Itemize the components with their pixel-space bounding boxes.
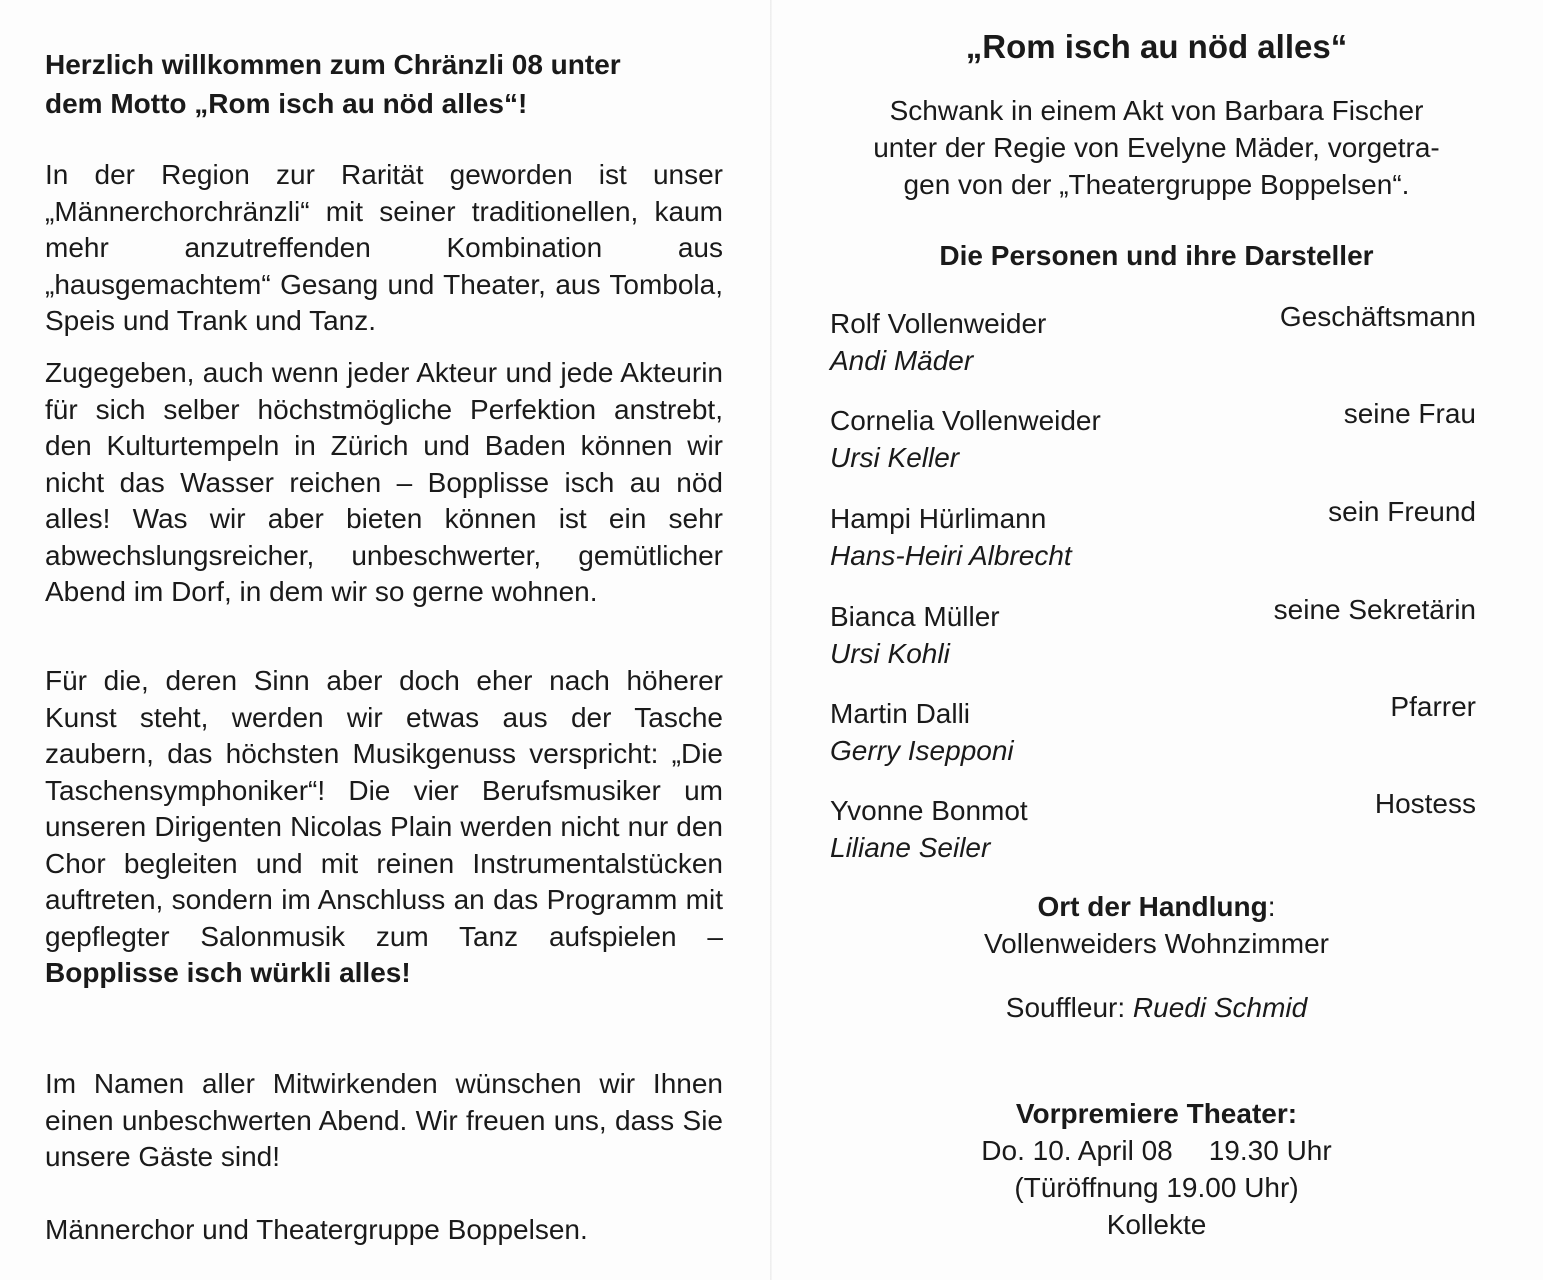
character-name: Cornelia Vollenweider [830, 405, 1101, 436]
character-name: Bianca Müller [830, 601, 1000, 632]
character-role: seine Sekretärin [1273, 594, 1476, 625]
cast-entry [830, 594, 1476, 672]
place-label-line [770, 888, 1543, 925]
heading-line-1: Herzlich willkommen zum Chränzli 08 unter [45, 49, 621, 80]
character-name: Martin Dalli [830, 698, 971, 729]
paragraph-3 [45, 663, 723, 992]
place-label: Ort der Handlung [1037, 891, 1268, 922]
cast-entry [830, 301, 1476, 379]
cast-entry [830, 496, 1476, 574]
closing-paragraph [45, 1066, 723, 1176]
character-name: Rolf Vollenweider [830, 308, 1047, 339]
actor-name: Ursi Keller [830, 442, 960, 473]
actor-name: Ursi Kohli [830, 638, 950, 669]
preview-date: Do. 10. April 08 [981, 1135, 1173, 1166]
signature [45, 1212, 723, 1249]
actor-name: Liliane Seiler [830, 832, 991, 863]
paragraph-3-text: Für die, deren Sinn aber doch eher nach höherer Kunst steht, werden wir etwas aus der Tasche zaubern, das höchsten Musikgenuss verspricht: „Die Taschensymphoniker“! Die vier Berufsmusiker um unseren Dirigenten Nicolas Plain werden nicht nur den Chor begleiten und mit reinen Instrumentalstücken auftreten, sondern im Anschluss an das Programm mit gepflegter Salonmusik zum Tanz aufspielen – [45, 665, 723, 952]
heading-line-2: dem Motto „Rom isch au nöd alles“! [45, 88, 528, 119]
actor-name: Hans-Heiri Albrecht [830, 540, 1072, 571]
play-title: „Rom isch au nöd alles“ [965, 28, 1348, 65]
prompter-name: Ruedi Schmid [1132, 992, 1308, 1023]
prompter [770, 989, 1543, 1026]
place-of-action [770, 888, 1543, 962]
preview-doors: (Türöffnung 19.00 Uhr) [1014, 1172, 1299, 1203]
place-colon: : [1267, 891, 1276, 922]
second-paragraph [45, 355, 723, 611]
subtitle-line-3: gen von der „Theatergruppe Boppelsen“. [903, 169, 1410, 200]
preview-heading: Vorpremiere Theater: [1015, 1098, 1298, 1129]
character-role: Hostess [1374, 788, 1476, 819]
right-page [770, 0, 1543, 1280]
welcome-heading [45, 45, 723, 123]
character-name: Hampi Hürlimann [830, 503, 1047, 534]
preview-time: 19.30 Uhr [1208, 1135, 1332, 1166]
left-page [0, 0, 770, 1280]
actor-name: Gerry Isepponi [830, 735, 1014, 766]
subtitle-line-1: Schwank in einem Akt von Barbara Fischer [889, 95, 1424, 126]
cast-entry [830, 398, 1476, 476]
character-role: Geschäftsmann [1279, 301, 1476, 332]
character-name: Yvonne Bonmot [830, 795, 1028, 826]
preview-info [770, 1095, 1543, 1243]
character-role: seine Frau [1343, 398, 1476, 429]
paragraph-4: Im Namen aller Mitwirkenden wünschen wir Ihnen einen unbeschwerten Abend. Wir freuen uns, dass Sie unsere Gäste sind! [45, 1068, 723, 1172]
preview-note: Kollekte [1106, 1209, 1207, 1240]
signature-text: Männerchor und Theatergruppe Boppelsen. [45, 1214, 588, 1245]
subtitle-line-2: unter der Regie von Evelyne Mäder, vorgetra- [873, 132, 1440, 163]
intro-paragraph [45, 157, 723, 340]
paragraph-2: Zugegeben, auch wenn jeder Akteur und jede Akteurin für sich selber höchstmögliche Perfektion anstrebt, den Kulturtempeln in Zürich und Baden können wir nicht das Wasser reichen – Bopplisse isch au nöd alles! Was wir aber bieten können ist ein sehr abwechslungsreicher, unbeschwerter, gemütlicher Abend im Dorf, in dem wir so gerne wohnen. [45, 357, 723, 607]
paragraph-1: In der Region zur Rarität geworden ist unser „Männerchorchränzli“ mit seiner traditionellen, kaum mehr anzutreffenden Kombination aus „hausgemachtem“ Gesang und Theater, aus Tombola, Speis und Trank und Tanz. [45, 159, 723, 336]
play-subtitle [770, 92, 1543, 203]
prompter-label: Souffleur: [1005, 992, 1133, 1023]
cast-heading: Die Personen und ihre Darsteller [939, 240, 1374, 271]
preview-date-line [770, 1132, 1543, 1169]
character-role: sein Freund [1328, 496, 1476, 527]
cast-entry [830, 788, 1476, 866]
character-role: Pfarrer [1390, 691, 1476, 722]
cast-entry [830, 691, 1476, 769]
third-paragraph [45, 663, 723, 992]
place-value: Vollenweiders Wohnzimmer [984, 928, 1329, 959]
actor-name: Andi Mäder [830, 345, 974, 376]
paragraph-3-bold: Bopplisse isch würkli alles! [45, 957, 411, 988]
